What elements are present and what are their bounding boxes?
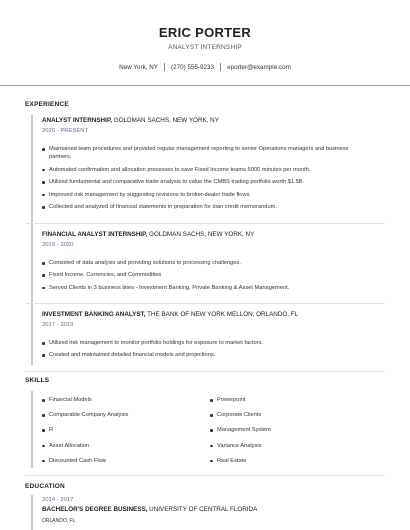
job-bullets-1 xyxy=(42,145,372,216)
education-heading: EDUCATION xyxy=(25,483,65,490)
education-timeline-line xyxy=(31,495,33,530)
skill-item: Powerpoint xyxy=(210,396,370,411)
job-org: THE BANK OF NEW YORK MELLON, ORLANDO, FL xyxy=(145,311,299,318)
section-separator xyxy=(25,371,385,372)
skills-list-right xyxy=(210,396,370,472)
skill-item: Asset Allocation xyxy=(42,442,202,457)
list-item: Utilized fundamental and comparative trade analysis to value the CMBS trading portfolio worth $1.5B. xyxy=(42,178,372,186)
job-title-1 xyxy=(42,117,219,124)
skill-item: Discounted Cash Flow xyxy=(42,457,202,472)
list-item: Served Clients in 3 business lines - Investment Banking, Private Banking & Asset Management. xyxy=(42,284,372,292)
phone-text: (270) 555-9233 xyxy=(171,63,215,71)
header-divider xyxy=(0,85,410,86)
education-title xyxy=(42,506,257,513)
list-item: Improved risk management by suggesting revisions to broker-dealer trade flows. xyxy=(42,191,372,199)
job-org: GOLDMAN SACHS, NEW YORK, NY xyxy=(111,117,219,124)
candidate-name: ERIC PORTER xyxy=(158,25,252,40)
contact-divider xyxy=(220,63,221,71)
school-name: UNIVERSITY OF CENTRAL FLORIDA xyxy=(147,506,258,513)
education-dates: 2014 - 2017 xyxy=(42,497,74,503)
education-location: ORLANDO, FL xyxy=(42,518,76,524)
job-title-3 xyxy=(42,311,298,318)
job-bullets-2 xyxy=(42,259,372,296)
skill-item: Management System xyxy=(210,426,370,441)
contact-divider xyxy=(164,63,165,71)
experience-timeline-line xyxy=(31,115,33,365)
skills-list-left xyxy=(42,396,202,472)
skill-item: Variance Analysis xyxy=(210,442,370,457)
job-dates-1: 2020 - PRESENT xyxy=(42,128,89,134)
list-item: Created and maintained detailed financial models and projections. xyxy=(42,351,372,359)
list-item: Consisted of data analysis and providing solutions to processing challenges. xyxy=(42,259,372,267)
job-title-2 xyxy=(42,231,254,238)
list-item: Maintained team procedures and provided regular management reporting to senior Operations managers and business partners. xyxy=(42,145,372,161)
job-bullets-3 xyxy=(42,339,372,364)
skills-heading: SKILLS xyxy=(25,377,50,384)
experience-heading: EXPERIENCE xyxy=(25,101,69,108)
list-item: Collected and analyzed of financial statements in preparation for loan credit memorandum. xyxy=(42,203,372,211)
skill-item: R xyxy=(42,426,202,441)
list-item: Fixed Income, Currencies, and Commodities xyxy=(42,271,372,279)
skills-timeline-line xyxy=(31,391,33,468)
skill-item: Financial Models xyxy=(42,396,202,411)
job-separator xyxy=(25,303,385,304)
job-org: GOLDMAN SACHS, NEW YORK, NY xyxy=(147,231,255,238)
job-dates-2: 2019 - 2020 xyxy=(42,242,74,248)
skill-item: Real Estate xyxy=(210,457,370,472)
job-role: ANALYST INTERNSHIP, xyxy=(42,117,112,124)
job-subtitle: ANALYST INTERNSHIP xyxy=(168,44,242,51)
degree-name: BACHELOR'S DEGREE BUSINESS, xyxy=(42,506,148,513)
job-role: INVESTMENT BANKING ANALYST, xyxy=(42,311,146,318)
list-item: Utilized risk management to monitor portfolio holdings for exposure to market factors. xyxy=(42,339,372,347)
list-item: Automated confirmation and allocation processes to save Fixed Income teams 5000 minutes per month. xyxy=(42,166,372,174)
section-separator xyxy=(25,475,385,476)
job-separator xyxy=(25,223,385,224)
skill-item: Comparable Company Analysis xyxy=(42,411,202,426)
email-text[interactable]: eporter@example.com xyxy=(227,63,291,71)
location-text: New York, NY xyxy=(119,63,158,71)
contact-line xyxy=(0,63,410,71)
job-dates-3: 2017 - 2019 xyxy=(42,322,74,328)
skill-item: Corporate Clients xyxy=(210,411,370,426)
job-role: FINANCIAL ANALYST INTERNSHIP, xyxy=(42,231,148,238)
